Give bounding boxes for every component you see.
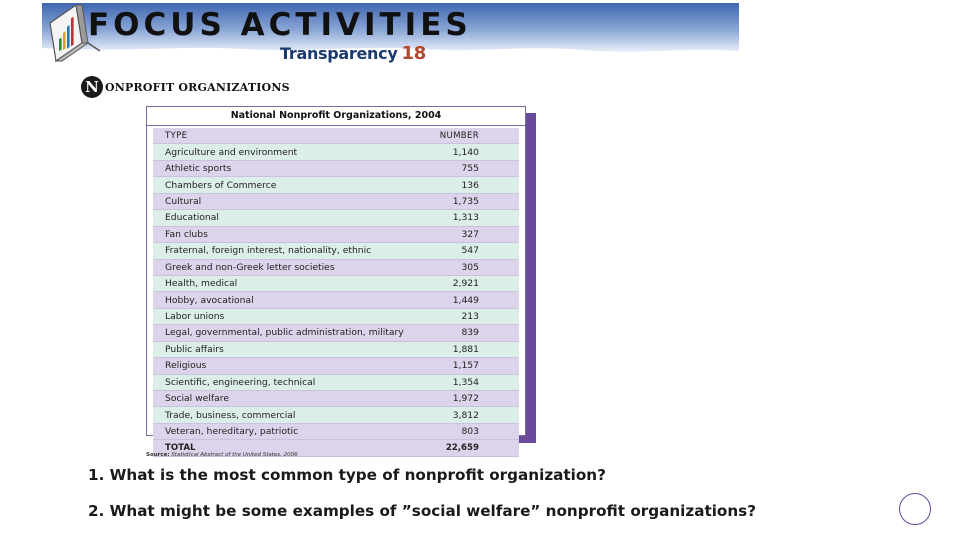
table-caption: National Nonprofit Organizations, 2004 — [147, 107, 525, 126]
bar-chart-icon — [42, 3, 102, 65]
row-number: 547 — [431, 243, 519, 259]
table-row — [153, 292, 519, 308]
focus-activities-banner — [42, 3, 739, 64]
row-type: Educational — [153, 210, 431, 226]
section-heading — [81, 76, 290, 98]
number-column-header: NUMBER — [431, 128, 519, 144]
row-number: 803 — [431, 423, 519, 439]
row-number: 1,313 — [431, 210, 519, 226]
row-type: Legal, governmental, public administration, military — [153, 325, 431, 341]
table-row — [153, 193, 519, 209]
row-number: 1,157 — [431, 358, 519, 374]
row-number: 1,735 — [431, 193, 519, 209]
table-row — [153, 374, 519, 390]
row-number: 1,972 — [431, 391, 519, 407]
table-row — [153, 325, 519, 341]
table-row — [153, 177, 519, 193]
row-type: Agriculture and environment — [153, 144, 431, 160]
type-column-header: TYPE — [153, 128, 431, 144]
row-type: Health, medical — [153, 275, 431, 291]
transparency-label: Transparency — [280, 44, 398, 63]
row-type: Veteran, hereditary, patriotic — [153, 423, 431, 439]
row-number: 327 — [431, 226, 519, 242]
table-body — [153, 144, 519, 440]
nonprofit-table — [153, 128, 519, 457]
row-number: 1,881 — [431, 341, 519, 357]
question-1: 1. What is the most common type of nonprofit organization? — [88, 466, 606, 484]
transparency-number: 18 — [401, 43, 426, 64]
row-number: 755 — [431, 160, 519, 176]
banner-subtitle — [280, 43, 426, 64]
row-type: Public affairs — [153, 341, 431, 357]
question-2: 2. What might be some examples of ”social welfare” nonprofit organizations? — [88, 502, 757, 520]
table-source — [146, 452, 298, 458]
row-type: Athletic sports — [153, 160, 431, 176]
row-type: Chambers of Commerce — [153, 177, 431, 193]
section-initial-badge: N — [81, 76, 103, 98]
row-number: 213 — [431, 308, 519, 324]
banner-title: FOCUS ACTIVITIES — [88, 7, 472, 43]
section-title: ONPROFIT ORGANIZATIONS — [105, 80, 290, 94]
row-number: 839 — [431, 325, 519, 341]
table-row — [153, 275, 519, 291]
table-row — [153, 259, 519, 275]
table-row — [153, 160, 519, 176]
row-number: 1,354 — [431, 374, 519, 390]
source-label: Source: — [146, 452, 170, 458]
table-row — [153, 308, 519, 324]
source-text: Statistical Abstract of the United States, 2006 — [171, 452, 298, 458]
row-type: Cultural — [153, 193, 431, 209]
row-type: Social welfare — [153, 391, 431, 407]
row-number: 1,449 — [431, 292, 519, 308]
table-header-row — [153, 128, 519, 144]
row-type: Greek and non-Greek letter societies — [153, 259, 431, 275]
row-number: 2,921 — [431, 275, 519, 291]
table-row — [153, 341, 519, 357]
row-type: Fraternal, foreign interest, nationality, ethnic — [153, 243, 431, 259]
row-type: Trade, business, commercial — [153, 407, 431, 423]
table-row — [153, 210, 519, 226]
table-row — [153, 391, 519, 407]
table-row — [153, 226, 519, 242]
row-type: Hobby, avocational — [153, 292, 431, 308]
row-number: 305 — [431, 259, 519, 275]
row-number: 136 — [431, 177, 519, 193]
table-row — [153, 144, 519, 160]
row-type: Religious — [153, 358, 431, 374]
row-number: 1,140 — [431, 144, 519, 160]
row-number: 3,812 — [431, 407, 519, 423]
table-row — [153, 423, 519, 439]
total-value: 22,659 — [431, 440, 519, 456]
nonprofit-table-panel — [146, 106, 526, 454]
table-row — [153, 407, 519, 423]
row-type: Labor unions — [153, 308, 431, 324]
row-type: Fan clubs — [153, 226, 431, 242]
row-type: Scientific, engineering, technical — [153, 374, 431, 390]
table-row — [153, 358, 519, 374]
page-number-circle — [899, 493, 931, 525]
table-row — [153, 243, 519, 259]
total-label: TOTAL — [153, 440, 431, 456]
